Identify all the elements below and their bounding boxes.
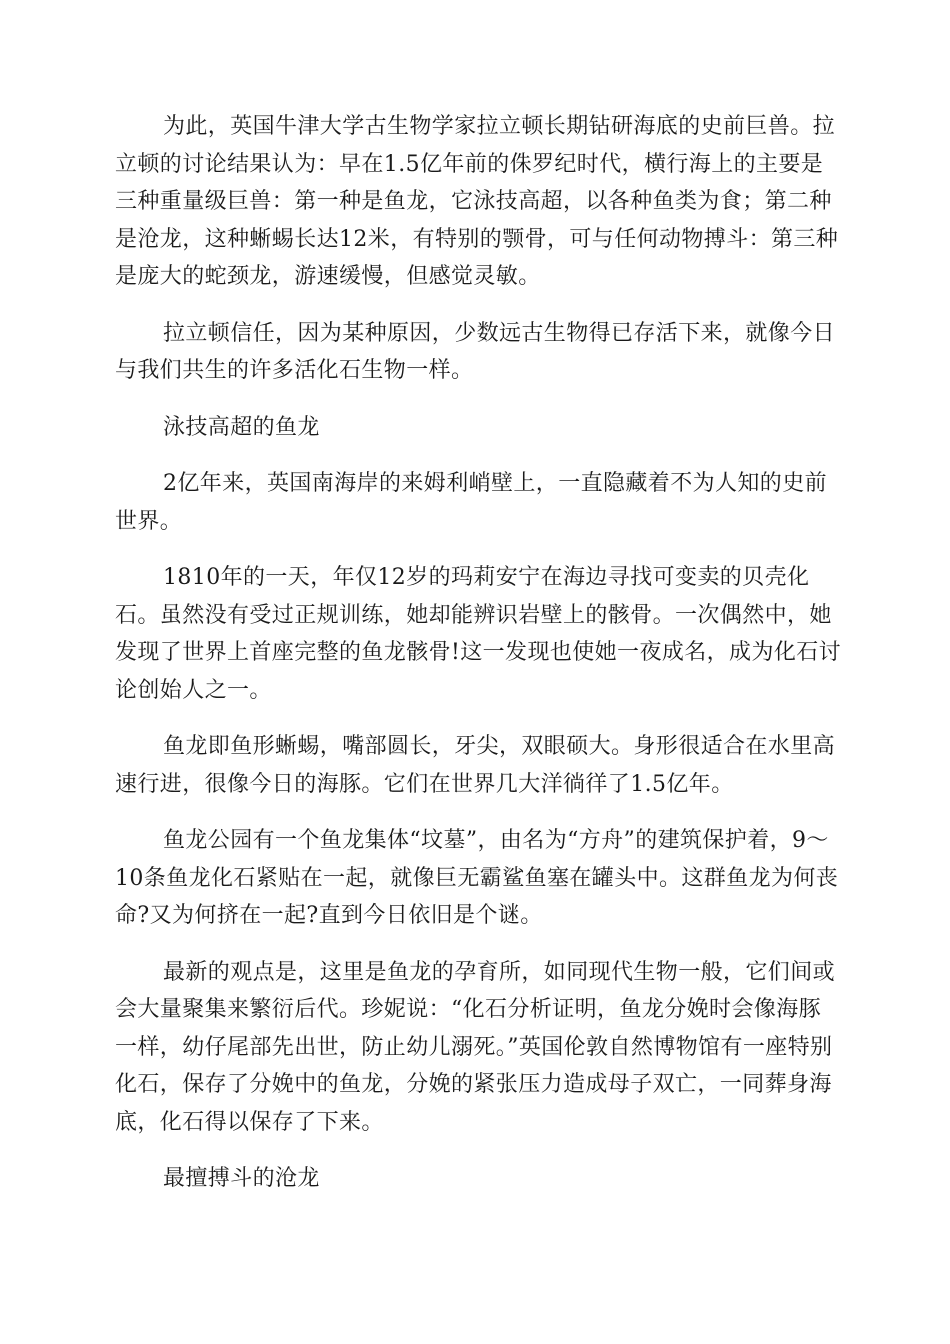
paragraph-1: 为此，英国牛津大学古生物学家拉立顿长期钻研海底的史前巨兽。拉立顿的讨论结果认为：早在1.5亿年前的侏罗纪时代，横行海上的主要是三种重量级巨兽：第一种是鱼龙，它泳技高超，以各种鱼类为食；第二种是沧龙，这种蜥蜴长达12米，有特别的颚骨，可与任何动物搏斗：第三种是庞大的蛇颈龙，游速缓慢，但感觉灵敏。 — [115, 114, 839, 289]
paragraph-6: 鱼龙公园有一个鱼龙集体“坟墓”，由名为“方舟”的建筑保护着，9～10条鱼龙化石紧贴在一起，就像巨无霸鲨鱼塞在罐头中。这群鱼龙为何丧命?又为何挤在一起?直到今日依旧是个谜。 — [115, 828, 839, 928]
document-body — [115, 108, 843, 1217]
paragraph-3: 2亿年来，英国南海岸的来姆利峭壁上，一直隐藏着不为人知的史前世界。 — [115, 471, 827, 534]
paragraph-5: 鱼龙即鱼形蜥蜴，嘴部圆长，牙尖，双眼硕大。身形很适合在水里高速行进，很像今日的海豚。它们在世界几大洋徜徉了1.5亿年。 — [115, 734, 836, 797]
section-heading-ichthyosaur: 泳技高超的鱼龙 — [163, 414, 320, 440]
section-heading-mosasaur: 最擅搏斗的沧龙 — [163, 1166, 320, 1191]
paragraph-2: 拉立顿信任，因为某种原因，少数远古生物得已存活下来，就像今日与我们共生的许多活化石生物一样。 — [115, 320, 836, 383]
paragraph-4: 1810年的一天，年仅12岁的玛莉安宁在海边寻找可变卖的贝壳化石。虽然没有受过正规训练，她却能辨识岩壁上的骸骨。一次偶然中，她发现了世界上首座完整的鱼龙骸骨!这一发现也使她一夜成名，成为化石讨论创始人之一。 — [115, 565, 842, 703]
paragraph-7: 最新的观点是，这里是鱼龙的孕育所，如同现代生物一般，它们间或会大量聚集来繁衍后代。珍妮说：“化石分析证明，鱼龙分娩时会像海豚一样，幼仔尾部先出世，防止幼儿溺死。”英国伦敦自然博物馆有一座特别化石，保存了分娩中的鱼龙，分娩的紧张压力造成母子双亡，一同葬身海底，化石得以保存了下来。 — [115, 959, 836, 1135]
